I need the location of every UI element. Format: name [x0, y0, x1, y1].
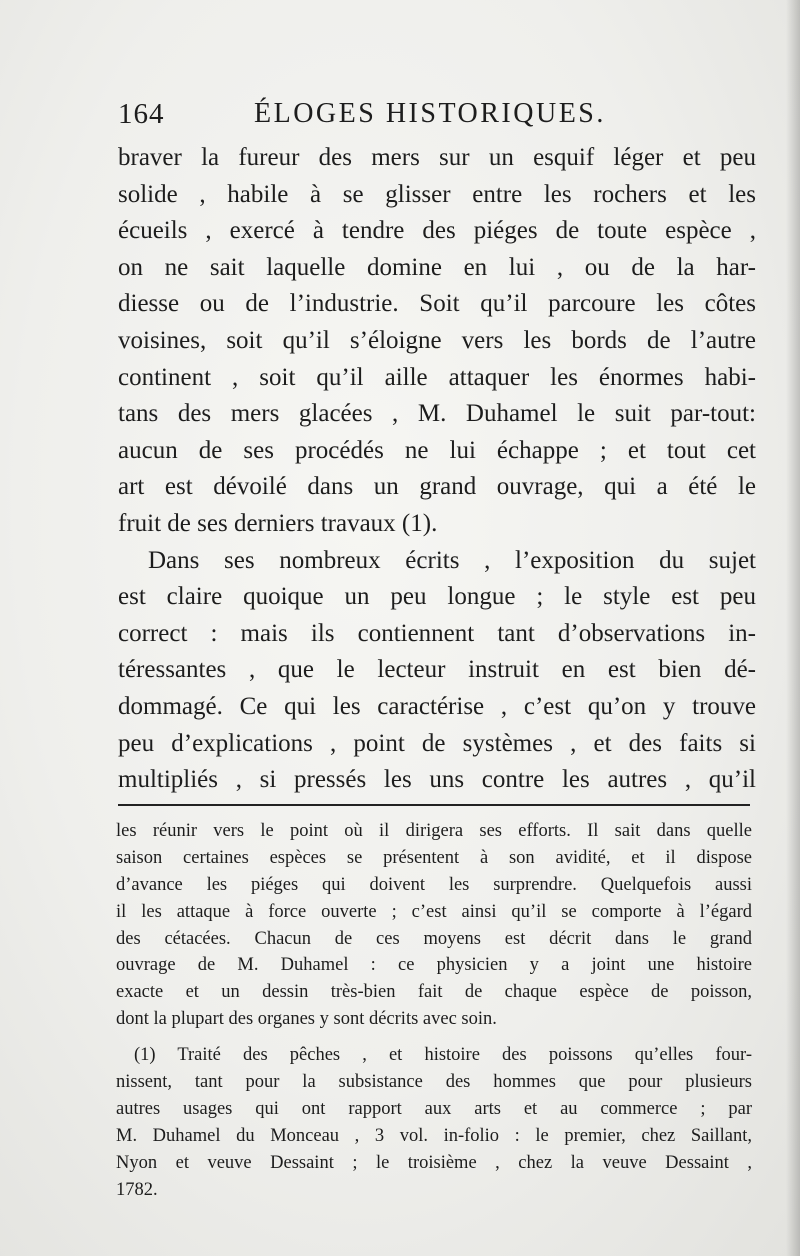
body-line: voisines, soit qu’il s’éloigne vers les bords de l’autre: [118, 326, 756, 354]
body-line: écueils , exercé à tendre des piéges de toute espèce ,: [118, 217, 756, 245]
body-line: on ne sait laquelle domine en lui , ou de la har-: [118, 253, 756, 281]
footnote-line: 1782.: [116, 1179, 158, 1200]
page-number: 164: [118, 98, 165, 130]
body-line: dommagé. Ce qui les caractérise , c’est qu’on y trouve: [118, 692, 756, 720]
paragraph-start-line: Dans ses nombreux écrits , l’exposition du sujet: [148, 546, 756, 574]
note-continuation-line: dont la plupart des organes y sont décrits avec soin.: [116, 1009, 497, 1030]
page-edge-shadow: [786, 0, 800, 1256]
note-continuation-line: exacte et un dessin très-bien fait de chaque espèce de poisson,: [116, 982, 752, 1003]
body-line: est claire quoique un peu longue ; le style est peu: [118, 583, 756, 611]
body-line: diesse ou de l’industrie. Soit qu’il parcoure les côtes: [118, 290, 756, 318]
body-line: correct : mais ils contiennent tant d’observations in-: [118, 619, 756, 647]
body-line: tans des mers glacées , M. Duhamel le suit par-tout:: [118, 400, 756, 428]
body-line: solide , habile à se glisser entre les rochers et les: [118, 180, 756, 208]
note-continuation-line: des cétacées. Chacun de ces moyens est décrit dans le grand: [116, 928, 752, 949]
note-continuation-line: saison certaines espèces se présentent à son avidité, et il dispose: [116, 847, 752, 868]
footnote-separator: [118, 804, 750, 806]
footnote-line: M. Duhamel du Monceau , 3 vol. in-folio : le premier, chez Saillant,: [116, 1125, 752, 1146]
note-gap: [116, 1033, 752, 1042]
body-line: peu d’explications , point de systèmes , et des faits si: [118, 729, 756, 757]
page-header: [118, 98, 648, 138]
body-line: téressantes , que le lecteur instruit en est bien dé-: [118, 656, 756, 684]
footnote-line: autres usages qui ont rapport aux arts et au commerce ; par: [116, 1098, 752, 1119]
footnote-line: nissent, tant pour la subsistance des hommes que pour plusieurs: [116, 1072, 752, 1093]
body-line: aucun de ses procédés ne lui échappe ; et tout cet: [118, 436, 756, 464]
body-line: continent , soit qu’il aille attaquer les énormes habi-: [118, 363, 756, 391]
footnote-line: (1) Traité des pêches , et histoire des poissons qu’elles four-: [134, 1045, 752, 1066]
note-continuation-line: les réunir vers le point où il dirigera ses efforts. Il sait dans quelle: [116, 821, 752, 841]
running-title: ÉLOGES HISTORIQUES.: [254, 98, 606, 129]
footnote-line: Nyon et veuve Dessaint ; le troisième , chez la veuve Dessaint ,: [116, 1152, 752, 1173]
note-continuation-line: il les attaque à force ouverte ; c’est ainsi qu’il se comporte à l’égard: [116, 901, 752, 922]
body-line: braver la fureur des mers sur un esquif léger et peu: [118, 144, 756, 171]
note-continuation-line: ouvrage de M. Duhamel : ce physicien y a joint une histoire: [116, 955, 752, 976]
footnotes: [116, 818, 752, 1203]
body-line: fruit de ses derniers travaux (1).: [118, 509, 438, 537]
body-line: art est dévoilé dans un grand ouvrage, qui a été le: [118, 473, 756, 501]
body-text: [118, 140, 756, 799]
body-line: multipliés , si pressés les uns contre les autres , qu’il: [118, 766, 756, 794]
note-continuation-line: d’avance les piéges qui doivent les surprendre. Quelquefois aussi: [116, 874, 752, 895]
